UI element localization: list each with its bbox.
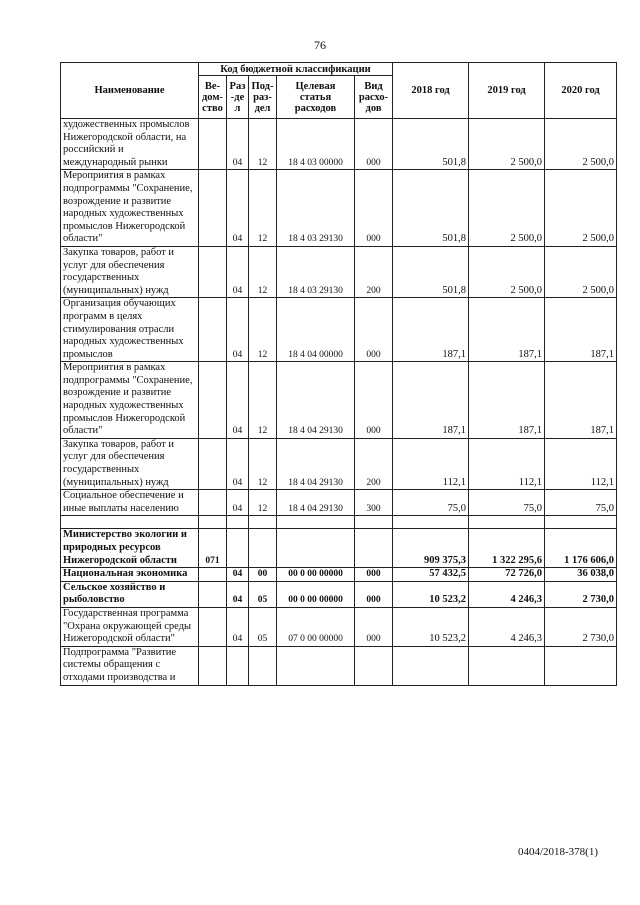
row-target: 18 4 04 29130 (277, 362, 355, 439)
row-expense-type: 000 (355, 298, 393, 362)
row-target (277, 646, 355, 685)
header-razdel: Раз-дел (227, 76, 249, 119)
row-vedomstvo (199, 607, 227, 646)
header-target-article: Целевая статья расходов (277, 76, 355, 119)
row-expense-type: 000 (355, 362, 393, 439)
row-2018: 501,8 (393, 119, 469, 170)
table-row (61, 581, 617, 607)
row-podrazdel (249, 646, 277, 685)
row-2018: 10 523,2 (393, 607, 469, 646)
table-row (61, 490, 617, 516)
spacer-cell (355, 516, 393, 529)
table-row (61, 119, 617, 170)
row-2020: 2 730,0 (545, 581, 617, 607)
table-row (61, 170, 617, 247)
row-expense-type: 000 (355, 607, 393, 646)
row-2020: 187,1 (545, 298, 617, 362)
header-podrazdel: Под-раз-дел (249, 76, 277, 119)
row-2018 (393, 646, 469, 685)
table-row (61, 607, 617, 646)
row-name: Закупка товаров, работ и услуг для обеспечения государственных (муниципальных) нужд (61, 246, 199, 297)
row-expense-type (355, 529, 393, 568)
row-2018: 501,8 (393, 170, 469, 247)
row-expense-type: 000 (355, 568, 393, 582)
row-2019: 4 246,3 (469, 607, 545, 646)
row-2020: 75,0 (545, 490, 617, 516)
row-expense-type: 000 (355, 119, 393, 170)
header-expense-type: Вид расхо-дов (355, 76, 393, 119)
row-name: художественных промыслов Нижегородской области, на российский и международный рынки (61, 119, 199, 170)
row-razdel (227, 646, 249, 685)
row-2020: 1 176 606,0 (545, 529, 617, 568)
row-2019: 2 500,0 (469, 119, 545, 170)
row-2020: 187,1 (545, 362, 617, 439)
table-row (61, 362, 617, 439)
row-razdel: 04 (227, 568, 249, 582)
row-name: Национальная экономика (61, 568, 199, 582)
row-target: 18 4 03 29130 (277, 170, 355, 247)
row-podrazdel: 05 (249, 607, 277, 646)
row-2019: 112,1 (469, 438, 545, 489)
spacer-row (61, 516, 617, 529)
row-razdel: 04 (227, 438, 249, 489)
row-vedomstvo (199, 362, 227, 439)
spacer-cell (469, 516, 545, 529)
row-target: 18 4 04 00000 (277, 298, 355, 362)
table-row (61, 246, 617, 297)
spacer-cell (249, 516, 277, 529)
row-2018: 187,1 (393, 298, 469, 362)
row-2020: 2 500,0 (545, 170, 617, 247)
table-row (61, 298, 617, 362)
row-razdel: 04 (227, 607, 249, 646)
document-code: 0404/2018-378(1) (517, 846, 598, 858)
header-name: Наименование (61, 63, 199, 119)
row-2019: 4 246,3 (469, 581, 545, 607)
row-vedomstvo (199, 490, 227, 516)
row-2019 (469, 646, 545, 685)
row-target (277, 529, 355, 568)
row-podrazdel: 12 (249, 119, 277, 170)
row-podrazdel: 12 (249, 362, 277, 439)
row-razdel: 04 (227, 298, 249, 362)
row-expense-type (355, 646, 393, 685)
row-2020: 2 500,0 (545, 119, 617, 170)
table-row (61, 568, 617, 582)
row-name: Социальное обеспечение и иные выплаты населению (61, 490, 199, 516)
row-2018: 10 523,2 (393, 581, 469, 607)
row-name: Мероприятия в рамках подпрограммы "Сохранение, возрождение и развитие народных художественных промыслов Нижегородской области" (61, 170, 199, 247)
spacer-cell (545, 516, 617, 529)
budget-table (60, 62, 617, 686)
row-name: Организация обучающих программ в целях стимулирования отрасли народных художественных промыслов (61, 298, 199, 362)
row-razdel: 04 (227, 246, 249, 297)
row-name: Подпрограмма "Развитие системы обращения с отходами производства и (61, 646, 199, 685)
spacer-cell (199, 516, 227, 529)
row-name: Закупка товаров, работ и услуг для обеспечения государственных (муниципальных) нужд (61, 438, 199, 489)
page-number: 76 (314, 38, 326, 52)
row-target: 18 4 04 29130 (277, 490, 355, 516)
spacer-cell (393, 516, 469, 529)
row-razdel: 04 (227, 362, 249, 439)
row-2019: 187,1 (469, 362, 545, 439)
header-classification-group: Код бюджетной классификации (199, 63, 393, 76)
row-2019: 2 500,0 (469, 246, 545, 297)
spacer-cell (61, 516, 199, 529)
row-2018: 75,0 (393, 490, 469, 516)
row-vedomstvo (199, 246, 227, 297)
row-target: 18 4 04 29130 (277, 438, 355, 489)
row-podrazdel: 00 (249, 568, 277, 582)
row-razdel: 04 (227, 581, 249, 607)
table-row (61, 438, 617, 489)
header-vedomstvo: Ве-дом-ство (199, 76, 227, 119)
row-2020 (545, 646, 617, 685)
row-2018: 57 432,5 (393, 568, 469, 582)
row-target: 00 0 00 00000 (277, 568, 355, 582)
row-name: Министерство экологии и природных ресурсов Нижегородской области (61, 529, 199, 568)
row-vedomstvo (199, 170, 227, 247)
row-razdel: 04 (227, 490, 249, 516)
row-2019: 187,1 (469, 298, 545, 362)
row-2018: 501,8 (393, 246, 469, 297)
table-row (61, 529, 617, 568)
header-2019: 2019 год (469, 63, 545, 119)
row-vedomstvo (199, 581, 227, 607)
table-row (61, 646, 617, 685)
header-2018: 2018 год (393, 63, 469, 119)
row-razdel (227, 529, 249, 568)
row-2019: 72 726,0 (469, 568, 545, 582)
row-podrazdel: 05 (249, 581, 277, 607)
row-2020: 112,1 (545, 438, 617, 489)
row-vedomstvo (199, 438, 227, 489)
row-podrazdel: 12 (249, 438, 277, 489)
row-2019: 75,0 (469, 490, 545, 516)
row-target: 18 4 03 00000 (277, 119, 355, 170)
row-podrazdel: 12 (249, 298, 277, 362)
row-vedomstvo (199, 568, 227, 582)
row-2020: 2 500,0 (545, 246, 617, 297)
row-name: Государственная программа "Охрана окружающей среды Нижегородской области" (61, 607, 199, 646)
row-2018: 909 375,3 (393, 529, 469, 568)
row-target: 18 4 03 29130 (277, 246, 355, 297)
row-vedomstvo (199, 646, 227, 685)
row-podrazdel: 12 (249, 170, 277, 247)
row-razdel: 04 (227, 170, 249, 247)
spacer-cell (277, 516, 355, 529)
row-vedomstvo (199, 298, 227, 362)
row-expense-type: 000 (355, 170, 393, 247)
row-2019: 1 322 295,6 (469, 529, 545, 568)
row-podrazdel (249, 529, 277, 568)
row-2018: 112,1 (393, 438, 469, 489)
row-expense-type: 300 (355, 490, 393, 516)
row-expense-type: 000 (355, 581, 393, 607)
header-2020: 2020 год (545, 63, 617, 119)
row-2019: 2 500,0 (469, 170, 545, 247)
row-expense-type: 200 (355, 438, 393, 489)
row-name: Мероприятия в рамках подпрограммы "Сохранение, возрождение и развитие народных художественных промыслов Нижегородской области" (61, 362, 199, 439)
row-podrazdel: 12 (249, 246, 277, 297)
row-vedomstvo: 071 (199, 529, 227, 568)
row-razdel: 04 (227, 119, 249, 170)
row-2018: 187,1 (393, 362, 469, 439)
row-name: Сельское хозяйство и рыболовство (61, 581, 199, 607)
row-expense-type: 200 (355, 246, 393, 297)
row-vedomstvo (199, 119, 227, 170)
row-2020: 36 038,0 (545, 568, 617, 582)
row-target: 07 0 00 00000 (277, 607, 355, 646)
spacer-cell (227, 516, 249, 529)
row-target: 00 0 00 00000 (277, 581, 355, 607)
row-podrazdel: 12 (249, 490, 277, 516)
row-2020: 2 730,0 (545, 607, 617, 646)
